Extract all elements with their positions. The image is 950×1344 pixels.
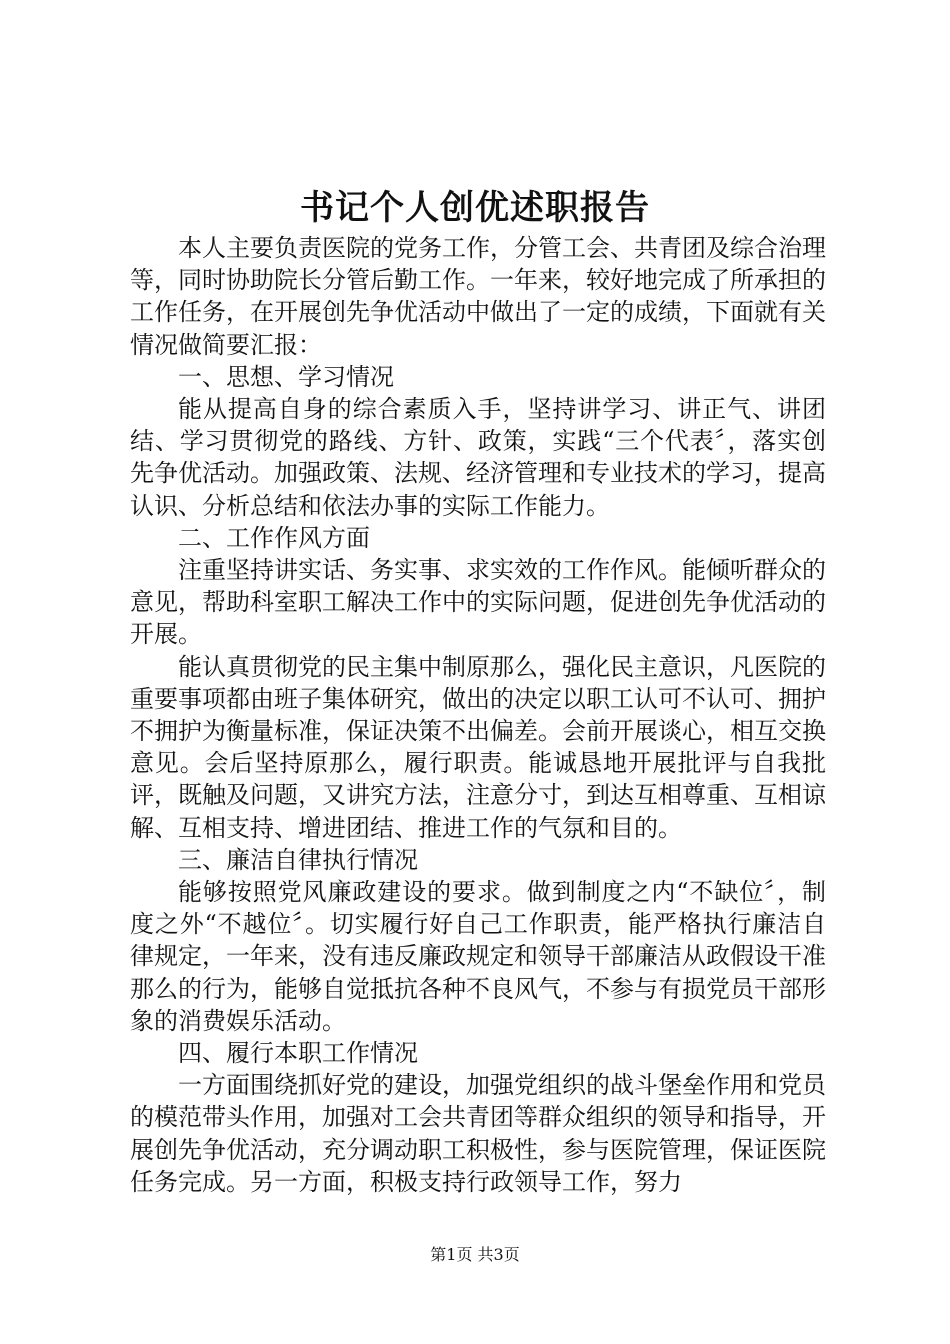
- document-body: [130, 232, 826, 1198]
- section-2-paragraph-2: 能认真贯彻党的民主集中制原那么，强化民主意识，凡医院的重要事项都由班子集体研究，做出的决定以职工认可不认可、拥护不拥护为衡量标准，保证决策不出偏差。会前开展谈心，相互交换意见。会后坚持原那么，履行职责。能诚恳地开展批评与自我批评，既触及问题，又讲究方法，注意分寸，到达互相尊重、互相谅解、互相支持、增进团结、推进工作的气氛和目的。: [130, 652, 826, 842]
- section-4-paragraph-1: 一方面围绕抓好党的建设，加强党组织的战斗堡垒作用和党员的模范带头作用，加强对工会共青团等群众组织的领导和指导，开展创先争优活动，充分调动职工积极性，参与医院管理，保证医院任务完成。另一方面，积极支持行政领导工作，努力: [130, 1071, 826, 1196]
- section-3-paragraph-1: 能够按照党风廉政建设的要求。做到制度之内“不缺位〞，制度之外“不越位〞。切实履行好自己工作职责，能严格执行廉洁自律规定，一年来，没有违反廉政规定和领导干部廉洁从政假设干准那么的行为，能够自觉抵抗各种不良风气，不参与有损党员干部形象的消费娱乐活动。: [130, 878, 826, 1035]
- intro-paragraph: 本人主要负责医院的党务工作，分管工会、共青团及综合治理等，同时协助院长分管后勤工作。一年来，较好地完成了所承担的工作任务，在开展创先争优活动中做出了一定的成绩，下面就有关情况做简要汇报：: [130, 234, 826, 359]
- section-heading-4: 四、履行本职工作情况: [178, 1039, 418, 1068]
- section-heading-3: 三、廉洁自律执行情况: [178, 845, 418, 874]
- section-heading-1: 一、思想、学习情况: [178, 362, 394, 391]
- section-2-paragraph-1: 注重坚持讲实话、务实事、求实效的工作作风。能倾听群众的意见，帮助科室职工解决工作中的实际问题，促进创先争优活动的开展。: [130, 556, 826, 649]
- document-title: 书记个人创优述职报告: [300, 188, 650, 228]
- section-heading-2: 二、工作作风方面: [178, 523, 370, 552]
- page-number-footer: 第1页 共3页: [430, 1245, 520, 1264]
- section-1-paragraph-1: 能从提高自身的综合素质入手，坚持讲学习、讲正气、讲团结、学习贯彻党的路线、方针、政策，实践“三个代表〞，落实创先争优活动。加强政策、法规、经济管理和专业技术的学习，提高认识、分析总结和依法办事的实际工作能力。: [130, 395, 826, 520]
